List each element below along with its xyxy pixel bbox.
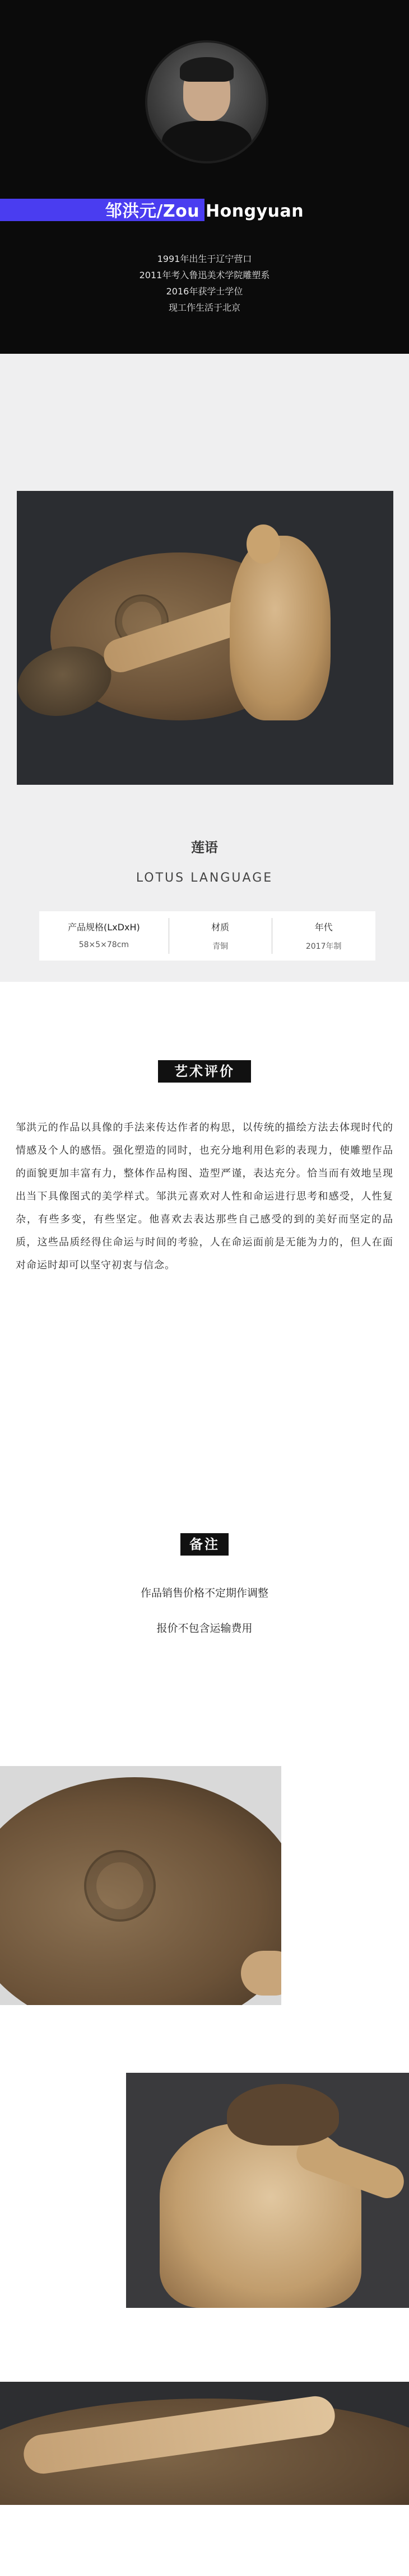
artwork-hero <box>0 354 409 982</box>
avatar-body-shape <box>162 121 252 163</box>
artwork-title-en: LOTUS LANGUAGE <box>136 871 273 885</box>
artist-header <box>0 0 409 354</box>
spec-label: 材质 <box>211 922 230 933</box>
note-line: 报价不包含运输费用 <box>156 1622 253 1634</box>
artist-name: 邹洪元/Zou Hongyuan <box>105 202 304 221</box>
avatar-hair-shape <box>180 57 234 82</box>
spec-value: 青铜 <box>212 942 229 951</box>
spec-size <box>39 911 169 961</box>
detail-hair-shape <box>227 2084 339 2146</box>
spec-label: 产品规格(LxDxH) <box>68 922 140 933</box>
detail-ripple-shape <box>84 1850 156 1922</box>
spec-material <box>169 911 272 961</box>
note-line: 作品销售价格不定期作调整 <box>140 1587 268 1599</box>
spec-value: 2017年制 <box>305 942 342 951</box>
artwork-title-cn: 莲语 <box>191 840 218 855</box>
bio-line: 1991年出生于辽宁营口 <box>157 254 252 264</box>
art-review-section <box>0 982 409 1486</box>
review-heading: 艺术评价 <box>158 1060 251 1083</box>
bio-line: 2016年获学士学位 <box>166 286 243 297</box>
spec-value: 58×5×78cm <box>78 940 129 949</box>
detail-photo-leaf <box>0 1766 281 2005</box>
figure-head-shape <box>247 524 280 564</box>
artist-bio <box>0 251 409 316</box>
artist-avatar <box>145 40 268 163</box>
notes-heading: 备注 <box>180 1533 229 1556</box>
bio-line: 2011年考入鲁迅美术学院雕塑系 <box>139 270 270 280</box>
spec-label: 年代 <box>314 922 333 933</box>
notes-section <box>0 1486 409 1654</box>
spec-year <box>272 911 375 961</box>
detail-photo-legs <box>0 2382 409 2505</box>
spec-table <box>39 911 375 961</box>
figure-body-shape <box>230 536 331 720</box>
review-text: 邹洪元的作品以具像的手法来传达作者的构思，以传统的描绘方法去体现时代的情感及个人的感悟。强化塑造的同时，也充分地利用色彩的表现力，使雕塑作品的面貌更加丰富有力，整体作品构图、造型严谨，表达充分。恰当而有效地呈现出当下具像图式的美学样式。邹洪元喜欢对人性和命运进行思考和感受，人性复杂，有些多变，有些坚定。他喜欢去表达那些自己感受的到的美好而坚定的品质，这些品质经得住命运与时间的考验，人在命运面前是无能为力的，但人在面对命运时却可以坚守初衷与信念。 <box>16 1122 393 1271</box>
artwork-photo <box>17 491 393 785</box>
bio-line: 现工作生活于北京 <box>168 302 240 313</box>
detail-leg-shape <box>241 1951 281 1996</box>
detail-photo-figure <box>126 2073 409 2308</box>
